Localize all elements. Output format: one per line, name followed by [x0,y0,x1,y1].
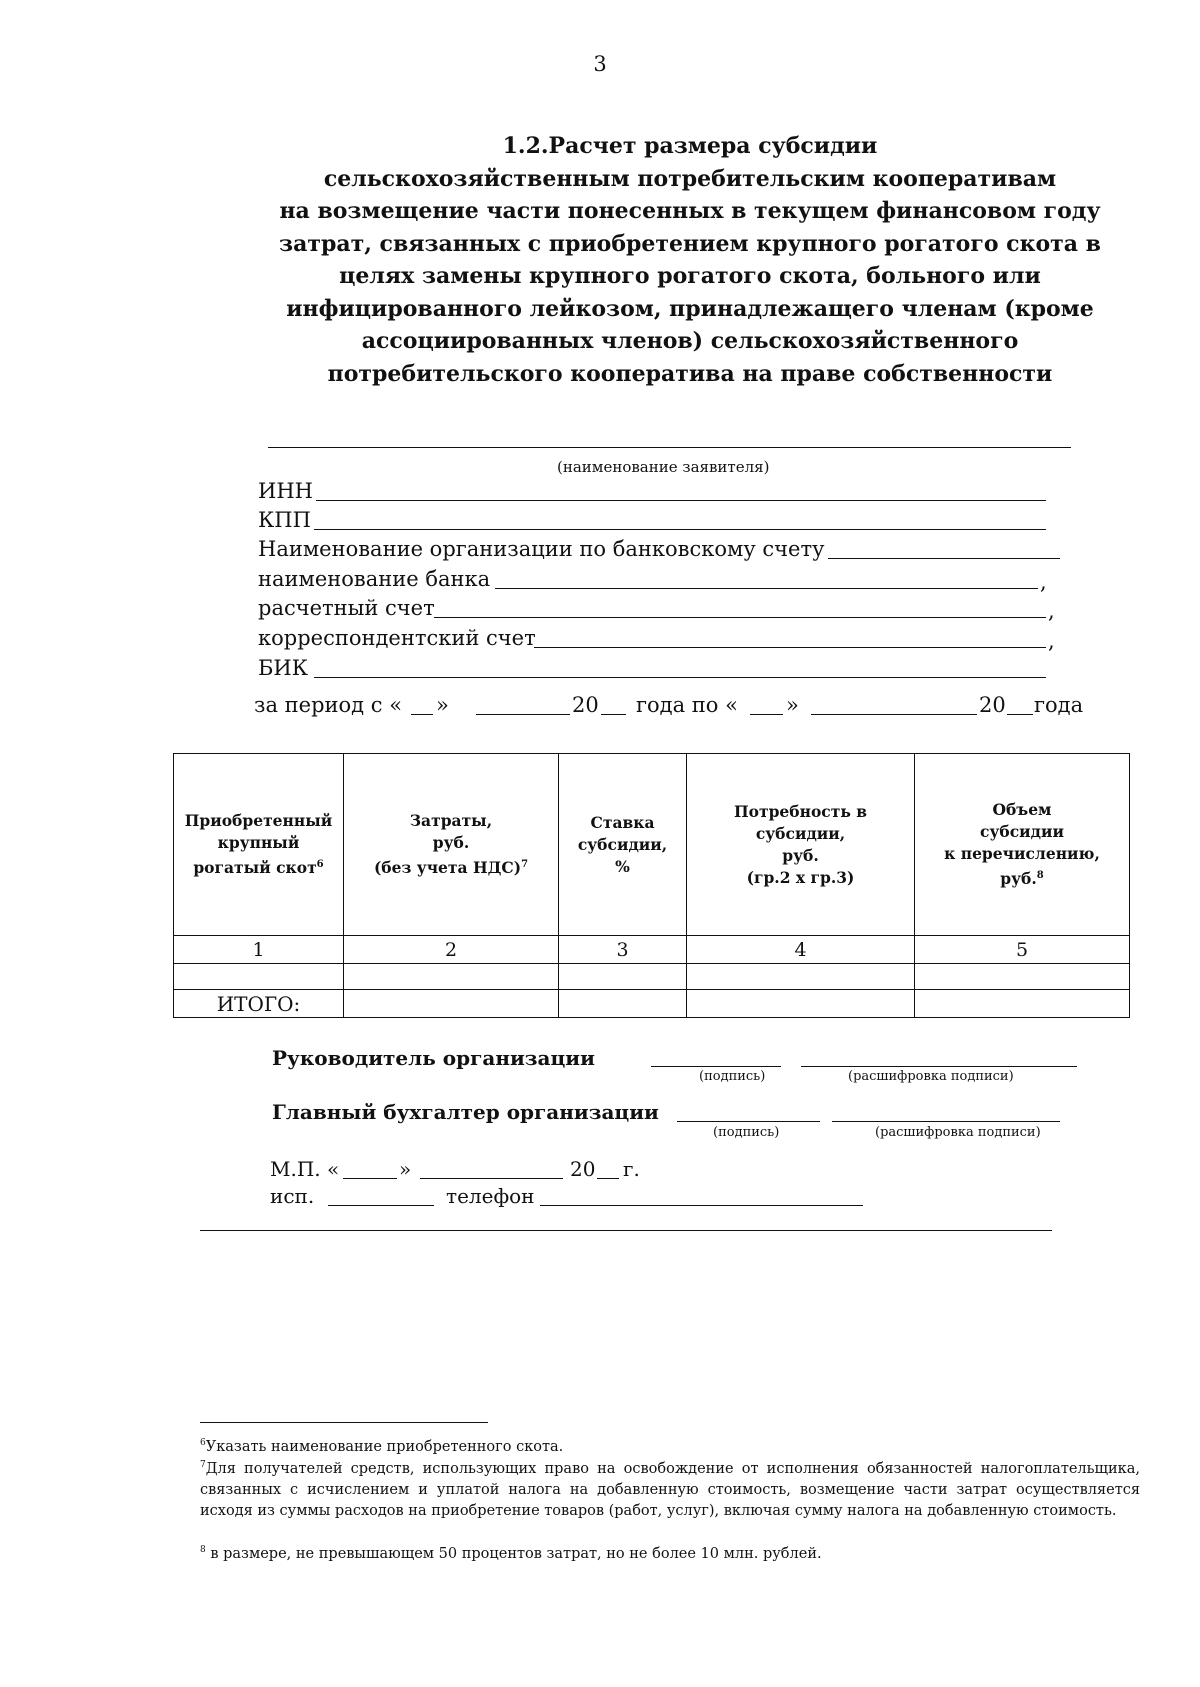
period-to-label: года по « [636,693,738,717]
footnote-ref: 6 [316,858,324,870]
title-line: ассоциированных членов) сельскохозяйственного [361,328,1019,354]
header-line: руб. [432,832,470,852]
column-number: 1 [174,936,344,964]
head-decode-field[interactable] [801,1066,1077,1067]
total-label: ИТОГО: [174,990,344,1018]
header-line: (гр.2 х гр.3) [746,867,855,887]
table-cell[interactable] [559,964,687,990]
total-row [174,990,1130,1018]
decode-caption: (расшифровка подписи) [875,1125,1041,1140]
period-to-year[interactable] [1007,714,1033,715]
header-cell-rate [559,754,687,936]
phone-field[interactable] [540,1205,863,1206]
accountant-signature-field[interactable] [677,1121,820,1122]
table-cell[interactable] [344,964,559,990]
year-suffix: года [1034,693,1084,717]
mp-year-prefix: 20 [570,1157,596,1181]
accountant-label: Главный бухгалтер организации [272,1100,659,1124]
executor-field[interactable] [328,1205,434,1206]
bank-name-field[interactable] [495,588,1038,589]
divider [200,1230,1052,1231]
header-cell-costs [344,754,559,936]
header-line: % [615,856,630,876]
inn-label: ИНН [258,479,313,503]
header-cell-need [687,754,915,936]
period-to-month[interactable] [811,714,977,715]
decode-caption: (расшифровка подписи) [848,1069,1014,1084]
footnote-text: Указать наименование приобретенного скота. [205,1438,564,1455]
quote-close: » [399,1157,412,1181]
header-line: рогатый скот [193,858,317,878]
kpp-label: КПП [258,508,311,532]
head-signature-field[interactable] [651,1066,781,1067]
footnote-mark: 8 [200,1545,206,1555]
bik-label: БИК [258,656,308,680]
footnote-ref: 8 [1036,869,1044,881]
table-cell[interactable] [559,990,687,1018]
footnote-text: в размере, не превышающем 50 процентов затрат, но не более 10 млн. рублей. [205,1545,822,1562]
org-name-field[interactable] [828,558,1060,559]
header-line: Потребность в [733,801,868,821]
mp-label: М.П. « [270,1157,340,1181]
subsidy-table [173,753,1130,1018]
phone-label: телефон [446,1184,535,1208]
column-number: 4 [687,936,915,964]
header-line: Ставка [590,812,655,832]
footnote-ref: 7 [521,858,529,870]
quote-close: » [786,693,799,717]
header-line: Приобретенный [184,810,333,830]
header-line: руб. [782,845,819,865]
kpp-field[interactable] [314,529,1046,530]
comma: , [1040,570,1047,594]
header-line: к перечислению, [944,843,1100,863]
table-cell[interactable] [915,964,1130,990]
period-from-year[interactable] [601,714,626,715]
title-line: сельскохозяйственным потребительским кооперативам [323,165,1057,192]
title-line: целях замены крупного рогатого скота, больного или [339,263,1041,289]
column-number: 2 [344,936,559,964]
footnote [200,1455,1140,1522]
footnote [200,1540,1140,1565]
period-to-day[interactable] [750,714,783,715]
footnote-text: Для получателей средств, использующих право на освобождение от исполнения обязанностей налогоплательщика, связанных с исчислением и уплатой налога на добавленную стоимость, возмещение части затрат осуществляется исходя из суммы расходов на приобретение товаров (работ, услуг), включая сумму налога на добавленную стоимость. [200,1460,1140,1519]
inn-field[interactable] [316,500,1046,501]
executor-label: исп. [270,1184,315,1208]
table-cell[interactable] [174,964,344,990]
signature-caption: (подпись) [699,1069,766,1084]
footnote-mark: 7 [200,1460,206,1470]
comma: , [1048,599,1055,623]
org-name-label: Наименование организации по банковскому счету [258,537,825,561]
applicant-caption: (наименование заявителя) [557,458,770,476]
header-line: руб. [1000,869,1037,889]
bank-name-label: наименование банка [258,567,491,591]
mp-day-field[interactable] [343,1178,397,1179]
mp-year-suffix: г. [623,1157,640,1181]
title-line: инфицированного лейкозом, принадлежащего членам (кроме [286,295,1094,322]
mp-month-field[interactable] [420,1178,563,1179]
header-line: (без учета НДС) [373,858,522,878]
header-line: крупный [217,832,300,852]
header-line: Объем [992,799,1052,819]
year-prefix: 20 [572,693,599,717]
header-line: субсидии, [755,823,846,843]
period-from-label: за период с « [254,693,403,717]
header-cell-livestock [174,754,344,936]
accountant-decode-field[interactable] [832,1121,1060,1122]
table-cell[interactable] [687,990,915,1018]
document-title [250,130,1130,390]
footnote-mark: 6 [200,1438,206,1448]
column-number-row [174,936,1130,964]
footnote-separator [200,1422,488,1423]
page-number: 3 [593,52,607,76]
table-cell[interactable] [915,990,1130,1018]
title-line: 1.2.Расчет размера субсидии [502,133,878,159]
table-cell[interactable] [344,990,559,1018]
account-label: расчетный счет [258,596,435,620]
column-number: 3 [559,936,687,964]
table-cell[interactable] [687,964,915,990]
period-from-day[interactable] [411,714,433,715]
title-line: на возмещение части понесенных в текущем финансовом году [279,198,1101,224]
title-line: затрат, связанных с приобретением крупного рогатого скота в [279,230,1101,257]
applicant-name-line[interactable] [268,447,1071,448]
quote-close: » [436,693,449,717]
comma: , [1048,629,1055,653]
period-from-month[interactable] [476,714,570,715]
header-line: Затраты, [409,810,493,830]
header-line: субсидии [980,821,1064,841]
column-number: 5 [915,936,1130,964]
account-field[interactable] [434,617,1046,618]
title-line: потребительского кооператива на праве собственности [327,360,1053,387]
corr-account-label: корреспондентский счет [258,626,536,650]
header-line: субсидии, [577,834,668,854]
header-cell-volume [915,754,1130,936]
head-label: Руководитель организации [272,1046,595,1070]
table-row [174,964,1130,990]
corr-account-field[interactable] [534,647,1046,648]
year-prefix: 20 [979,693,1006,717]
signature-caption: (подпись) [713,1125,780,1140]
mp-year-field[interactable] [597,1178,619,1179]
table-header-row [174,754,1130,936]
bik-field[interactable] [314,677,1046,678]
